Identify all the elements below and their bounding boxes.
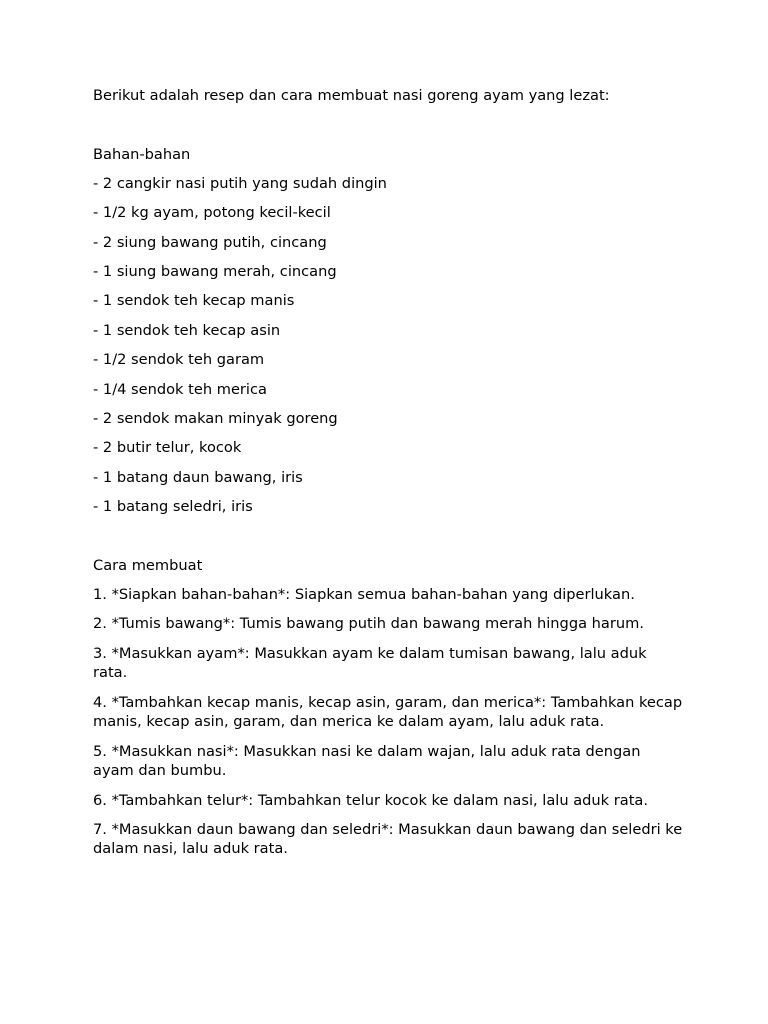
step-item: 4. *Tambahkan kecap manis, kecap asin, garam, dan merica*: Tambahkan kecap manis, kecap asin, garam, dan merica ke dalam ayam, lalu aduk rata. [93, 693, 683, 731]
ingredient-item: - 2 siung bawang putih, cincang [93, 233, 327, 251]
ingredient-item: - 1 sendok teh kecap asin [93, 321, 281, 339]
steps-heading: Cara membuat [93, 556, 203, 574]
step-item: 5. *Masukkan nasi*: Masukkan nasi ke dalam wajan, lalu aduk rata dengan ayam dan bumbu. [93, 742, 641, 780]
step-item: 2. *Tumis bawang*: Tumis bawang putih dan bawang merah hingga harum. [93, 615, 644, 633]
steps-list [93, 585, 683, 859]
step-item: 7. *Masukkan daun bawang dan seledri*: Masukkan daun bawang dan seledri ke dalam nasi, lalu aduk rata. [93, 820, 683, 858]
ingredient-item: - 1/4 sendok teh merica [93, 380, 267, 398]
ingredient-item: - 1 siung bawang merah, cincang [93, 263, 337, 281]
ingredient-item: - 1/2 kg ayam, potong kecil-kecil [93, 204, 331, 222]
step-item: 3. *Masukkan ayam*: Masukkan ayam ke dalam tumisan bawang, lalu aduk rata. [93, 644, 647, 682]
document-page [93, 86, 683, 859]
ingredient-item: - 1 batang seledri, iris [93, 498, 253, 516]
step-item: 6. *Tambahkan telur*: Tambahkan telur kocok ke dalam nasi, lalu aduk rata. [93, 791, 649, 809]
ingredient-item: - 2 cangkir nasi putih yang sudah dingin [93, 174, 387, 192]
ingredient-item: - 2 butir telur, kocok [93, 439, 242, 457]
ingredients-heading: Bahan-bahan [93, 145, 191, 163]
ingredients-list [93, 174, 683, 517]
ingredient-item: - 1/2 sendok teh garam [93, 351, 265, 369]
intro-text: Berikut adalah resep dan cara membuat nasi goreng ayam yang lezat: [93, 87, 610, 104]
ingredient-item: - 1 batang daun bawang, iris [93, 468, 303, 486]
ingredient-item: - 1 sendok teh kecap manis [93, 292, 295, 310]
ingredient-item: - 2 sendok makan minyak goreng [93, 410, 338, 428]
step-item: 1. *Siapkan bahan-bahan*: Siapkan semua bahan-bahan yang diperlukan. [93, 586, 635, 604]
